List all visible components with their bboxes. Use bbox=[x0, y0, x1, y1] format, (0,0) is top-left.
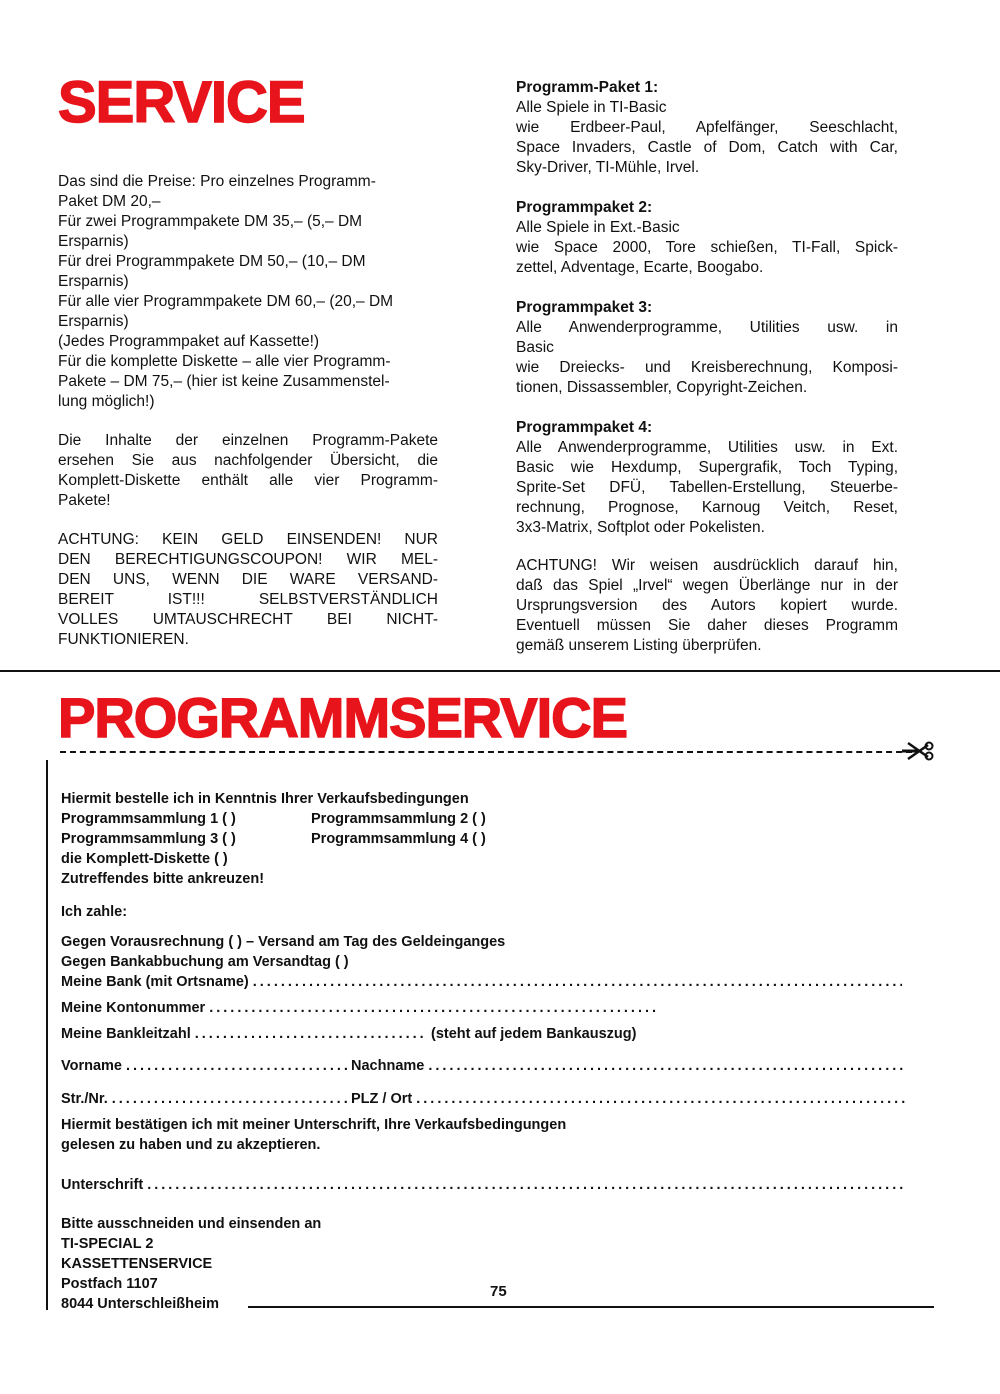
package-heading: Programm-Paket 1: bbox=[516, 79, 659, 96]
price-line: Pakete – DM 75,– (hier ist keine Zusammenstel- bbox=[58, 373, 390, 390]
package-line: Alle Anwenderprogramme, Utilities usw. in bbox=[516, 319, 898, 336]
price-line: Ersparnis) bbox=[58, 273, 129, 290]
order-form bbox=[61, 789, 921, 889]
bank-debit-option[interactable]: Gegen Bankabbuchung am Versandtag ( ) bbox=[61, 954, 349, 970]
signature-field[interactable] bbox=[147, 1175, 907, 1195]
package-line: wie Dreiecks- und Kreisberechnung, Komposi- bbox=[516, 359, 898, 376]
contents-line: ersehen Sie aus nachfolgender Übersicht, die bbox=[58, 452, 438, 469]
warning-line: ACHTUNG! Wir weisen ausdrücklich darauf hin, bbox=[516, 557, 898, 574]
address-line: Bitte ausschneiden und einsenden an bbox=[61, 1216, 322, 1232]
scissors-icon bbox=[900, 740, 934, 767]
package-4 bbox=[516, 418, 898, 538]
complete-disk-checkbox[interactable]: die Komplett-Diskette ( ) bbox=[61, 851, 228, 867]
package-line: rechnung, Prognose, Karnoug Veitch, Reset, bbox=[516, 499, 898, 516]
sort-code-label: Meine Bankleitzahl bbox=[61, 1026, 191, 1042]
first-name-field[interactable] bbox=[126, 1056, 347, 1076]
price-line: Für die komplette Diskette – alle vier Programm- bbox=[58, 353, 391, 370]
first-name-label: Vorname bbox=[61, 1058, 122, 1074]
achtung-line: ACHTUNG: KEIN GELD EINSENDEN! NUR bbox=[58, 531, 438, 548]
collection-3-checkbox[interactable]: Programmsammlung 3 ( ) bbox=[61, 831, 236, 847]
cut-line bbox=[60, 751, 912, 753]
package-heading: Programmpaket 3: bbox=[516, 299, 653, 316]
package-line: wie Space 2000, Tore schießen, TI-Fall, Spick- bbox=[516, 239, 898, 256]
contents-line: Pakete! bbox=[58, 492, 111, 509]
sort-code-field[interactable] bbox=[195, 1024, 427, 1044]
price-line: Das sind die Preise: Pro einzelnes Programm- bbox=[58, 173, 376, 190]
programmservice-title: PROGRAMMSERVICE bbox=[58, 686, 627, 749]
coupon-border-left bbox=[46, 760, 48, 1310]
payment-heading: Ich zahle: bbox=[61, 904, 128, 920]
collection-4-checkbox[interactable]: Programmsammlung 4 ( ) bbox=[311, 831, 486, 847]
package-line: wie Erdbeer-Paul, Apfelfänger, Seeschlacht, bbox=[516, 119, 898, 136]
sort-code-hint: (steht auf jedem Bankauszug) bbox=[431, 1026, 637, 1042]
package-1 bbox=[516, 78, 898, 178]
service-prices bbox=[58, 172, 438, 412]
warning-line: Ursprungsversion des Autors kopiert wurde. bbox=[516, 597, 898, 614]
achtung-line: DEN UNS, WENN DIE WARE VERSAND- bbox=[58, 571, 438, 588]
signature-label: Unterschrift bbox=[61, 1177, 144, 1193]
package-list bbox=[516, 78, 898, 558]
address-line: KASSETTENSERVICE bbox=[61, 1256, 213, 1272]
package-line: Alle Spiele in TI-Basic bbox=[516, 99, 667, 116]
price-line: lung möglich!) bbox=[58, 393, 155, 410]
service-contents-note bbox=[58, 431, 438, 511]
address-line: TI-SPECIAL 2 bbox=[61, 1236, 154, 1252]
street-field[interactable] bbox=[112, 1089, 347, 1109]
order-intro: Hiermit bestelle ich in Kenntnis Ihrer Verkaufsbedingungen bbox=[61, 791, 469, 807]
irvel-warning bbox=[516, 556, 898, 656]
price-line: Für drei Programmpakete DM 50,– (10,– DM bbox=[58, 253, 366, 270]
package-line: tionen, Dissassembler, Copyright-Zeichen. bbox=[516, 379, 808, 396]
package-line: Basic bbox=[516, 339, 554, 356]
city-label: PLZ / Ort bbox=[351, 1091, 413, 1107]
price-line: Ersparnis) bbox=[58, 313, 129, 330]
collection-1-checkbox[interactable]: Programmsammlung 1 ( ) bbox=[61, 811, 236, 827]
warning-line: gemäß unserem Listing überprüfen. bbox=[516, 637, 762, 654]
package-line: Alle Spiele in Ext.-Basic bbox=[516, 219, 680, 236]
package-3 bbox=[516, 298, 898, 398]
package-line: Sky-Driver, TI-Mühle, Irvel. bbox=[516, 159, 700, 176]
bottom-rule bbox=[248, 1306, 934, 1308]
achtung-line: DEN BERECHTIGUNGSCOUPON! WIR MEL- bbox=[58, 551, 438, 568]
price-line: Für alle vier Programmpakete DM 60,– (20,– DM bbox=[58, 293, 394, 310]
collection-2-checkbox[interactable]: Programmsammlung 2 ( ) bbox=[311, 811, 486, 827]
package-line: Space Invaders, Castle of Dom, Catch with Car, bbox=[516, 139, 898, 156]
confirm-line-1: Hiermit bestätigen ich mit meiner Unterschrift, Ihre Verkaufsbedingungen bbox=[61, 1117, 567, 1133]
price-line: Für zwei Programmpakete DM 35,– (5,– DM bbox=[58, 213, 363, 230]
street-label: Str./Nr. bbox=[61, 1091, 108, 1107]
price-line: Ersparnis) bbox=[58, 233, 129, 250]
confirm-line-2: gelesen zu haben und zu akzeptieren. bbox=[61, 1137, 321, 1153]
package-line: zettel, Adventage, Ecarte, Boogabo. bbox=[516, 259, 764, 276]
bank-label: Meine Bank (mit Ortsname) bbox=[61, 974, 249, 990]
service-achtung-note bbox=[58, 530, 438, 650]
package-line: Basic wie Hexdump, Supergrafik, Toch Typing, bbox=[516, 459, 898, 476]
contents-line: Die Inhalte der einzelnen Programm-Pakete bbox=[58, 432, 438, 449]
achtung-line: FUNKTIONIEREN. bbox=[58, 631, 189, 648]
account-label: Meine Kontonummer bbox=[61, 1000, 206, 1016]
package-heading: Programmpaket 4: bbox=[516, 419, 653, 436]
bank-field[interactable] bbox=[253, 972, 902, 992]
package-2 bbox=[516, 198, 898, 278]
page-number: 75 bbox=[490, 1283, 507, 1300]
package-heading: Programmpaket 2: bbox=[516, 199, 653, 216]
warning-line: daß das Spiel „Irvel“ wegen Überlänge nur in der bbox=[516, 577, 898, 594]
tick-hint: Zutreffendes bitte ankreuzen! bbox=[61, 871, 265, 887]
package-line: Sprite-Set DFÜ, Tabellen-Erstellung, Steuerbe- bbox=[516, 479, 898, 496]
section-divider bbox=[0, 670, 1000, 672]
mailing-address bbox=[61, 1214, 361, 1314]
last-name-label: Nachname bbox=[351, 1058, 425, 1074]
warning-line: Eventuell müssen Sie daher dieses Programm bbox=[516, 617, 898, 634]
contents-line: Komplett-Diskette enthält alle vier Programm- bbox=[58, 472, 438, 489]
address-line: 8044 Unterschleißheim bbox=[61, 1296, 219, 1312]
package-line: Alle Anwenderprogramme, Utilities usw. in Ext. bbox=[516, 439, 898, 456]
achtung-line: VOLLES UMTAUSCHRECHT BEI NICHT- bbox=[58, 611, 438, 628]
price-line: (Jedes Programmpaket auf Kassette!) bbox=[58, 333, 320, 350]
package-line: 3x3-Matrix, Softplot oder Pokelisten. bbox=[516, 519, 765, 536]
account-field[interactable] bbox=[209, 998, 657, 1018]
last-name-field[interactable] bbox=[428, 1056, 907, 1076]
service-title: SERVICE bbox=[58, 70, 305, 135]
address-line: Postfach 1107 bbox=[61, 1276, 158, 1292]
price-line: Paket DM 20,– bbox=[58, 193, 161, 210]
achtung-line: BEREIT IST!!! SELBSTVERSTÄNDLICH bbox=[58, 591, 438, 608]
city-field[interactable] bbox=[416, 1089, 907, 1109]
prepayment-option[interactable]: Gegen Vorausrechnung ( ) – Versand am Tag des Geldeinganges bbox=[61, 934, 506, 950]
